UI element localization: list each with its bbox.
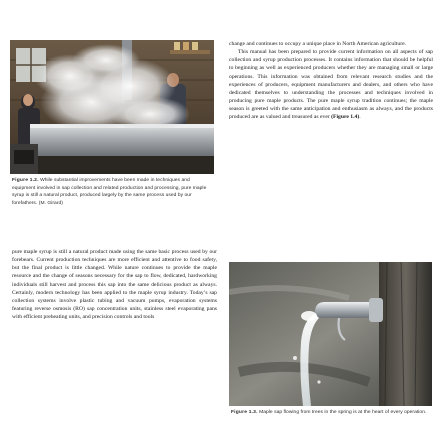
right-paragraph-2 — [229, 48, 433, 121]
sap-spout-photo — [229, 262, 432, 406]
evaporator-image — [10, 40, 214, 174]
left-text-column — [12, 248, 217, 321]
paragraph-end-punctuation: . — [359, 114, 361, 121]
figure-1-2-credit: (M. Girard) — [38, 201, 63, 207]
figure-1-4-reference: (Figure 1.4) — [331, 114, 360, 121]
figure-1-2-label: Figure 1.2. — [12, 178, 39, 183]
figure-1-3-caption — [231, 409, 431, 417]
sap-spout-image — [229, 262, 432, 406]
figure-1-2-caption — [12, 177, 210, 208]
right-paragraph-1: change and continues to occupy a unique place in North American agriculture. — [229, 41, 406, 47]
right-paragraph-2-text: This manual has been prepared to provide current information on all aspects of sap collection and syrup production processes. It contains information that should be helpful to beginning as well as experienced producers whether they are managing small or large operations. This information was obtained from relevant research studies and the experiences of producers, equipment manufacturers and dealers, and others who have dedicated themselves to understanding the processes and techniques involved in producing pure maple products. The pure maple syrup tradition continues; the maple season is greeted with the same anticipation and enthusiasm as always, and the products produced are as valued and treasured as ever — [229, 49, 433, 121]
figure-1-3-label: Figure 1.3. — [231, 410, 258, 415]
sugarhouse-evaporator-photo — [10, 40, 214, 174]
figure-1-3-caption-text: Maple sap flowing from trees in the spring is at the heart of every operation. — [259, 410, 427, 415]
right-text-column — [229, 40, 433, 122]
figure-1-2-caption-text: While substantial improvements have been made in techniques and equipment involved in sap collection and related production and processing, pure maple syrup is still a natural product, produced largely by the same process used by our forefathers. — [12, 178, 207, 207]
left-paragraph-1: pure maple syrup is still a natural product made using the same basic process used by our forebears. Current production techniques are more efficient and attentive to food safety, but the final product is little changed. While nature continues to provide the maple resource and the change of seasons necessary for the sap to flow, dedicated, hardworking individuals still harvest and process this sap into the same delicious product as always. Certainly, modern technology has been applied to the maple syrup industry. Today’s sap collection systems involve plastic tubing and vacuum pumps, evaporation systems featuring reverse osmosis (RO) sap concentration units, stainless steel evaporating pans with efficient preheating units, and precision controls and tools — [12, 249, 217, 321]
